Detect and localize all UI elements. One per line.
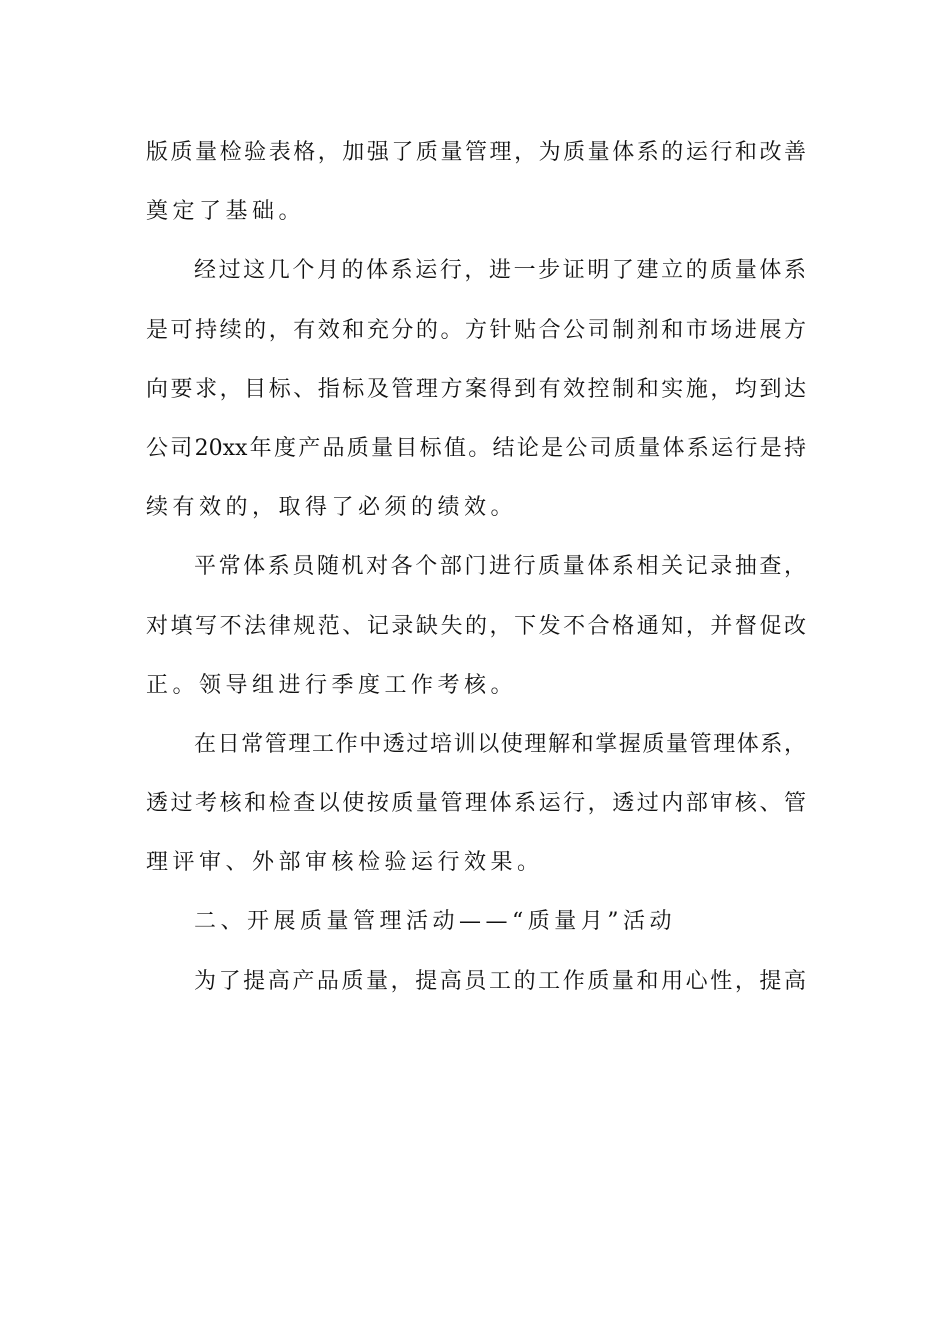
text-line: 版质量检验表格，加强了质量管理，为质量体系的运行和改善	[146, 140, 806, 165]
paragraph-first-line: 为了提高产品质量，提高员工的工作质量和用心性，提高	[194, 968, 806, 994]
text-line: 理评审、外部审核检验运行效果。	[146, 850, 544, 876]
text-line: 正。领导组进行季度工作考核。	[146, 672, 518, 698]
text-line: 续有效的，取得了必须的绩效。	[146, 495, 518, 521]
text-line: 奠定了基础。	[146, 199, 306, 225]
paragraph-first-line: 经过这几个月的体系运行，进一步证明了建立的质量体系	[194, 258, 806, 284]
section-heading: 二、开展质量管理活动——“质量月”活动	[194, 909, 676, 935]
text-line: 透过考核和检查以使按质量管理体系运行，透过内部审核、管	[146, 791, 806, 817]
text-line: 对填写不法律规范、记录缺失的，下发不合格通知，并督促改	[146, 613, 806, 639]
text-line: 是可持续的，有效和充分的。方针贴合公司制剂和市场进展方	[146, 317, 806, 343]
paragraph-first-line: 在日常管理工作中透过培训以使理解和掌握质量管理体系，	[194, 731, 806, 757]
text-line: 向要求，目标、指标及管理方案得到有效控制和实施，均到达	[146, 376, 806, 402]
paragraph-first-line: 平常体系员随机对各个部门进行质量体系相关记录抽查，	[194, 554, 806, 580]
text-line: 公司20xx年度产品质量目标值。结论是公司质量体系运行是持	[146, 435, 806, 461]
document-body	[146, 127, 806, 1015]
